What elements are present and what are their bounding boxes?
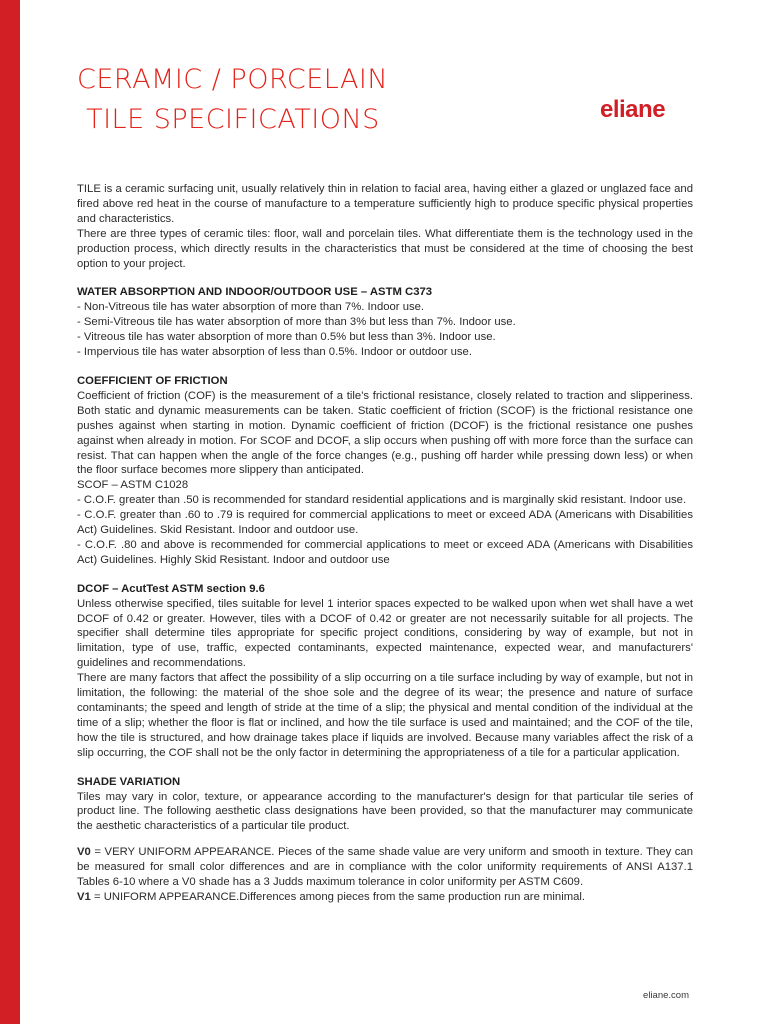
cof-item-3: - C.O.F. .80 and above is recommended for commercial applications to meet or exceed ADA (Americans with Disabilities Act) Guidelines. Highly Skid Resistant. Indoor and outdoor use [77,538,693,566]
v0-label: V0 [77,846,91,859]
cof-item-1: - C.O.F. greater than .50 is recommended for standard residential applications and is marginally skid resistant. Indoor use. [77,494,687,507]
document-body [77,182,693,905]
footer-url: eliane.com [643,990,689,1001]
shade-paragraph: Tiles may vary in color, texture, or appearance according to the manufacturer's design for that particular tile series of product line. The following aesthetic class designations have been provided, so that the manufacturer may communicate the aesthetic characteristics of a particular tile product. [77,790,693,833]
water-item-2: - Semi-Vitreous tile has water absorption of more than 3% but less than 7%. Indoor use. [77,316,516,329]
dcof-paragraph-2: There are many factors that affect the possibility of a slip occurring on a tile surface including by way of example, but not in limitation, the following: the material of the shoe sole and the degree of its wear; the presence and nature of surface contaminants; the speed and length of stride at the time of a slip; the physical and mental condition of the individual at the time of a slip; whether the floor is flat or inclined, and how the tile surface is used and maintained; and the COF of the tile, how the tile is structured, and how drainage takes place if liquids are involved. Because many variables affect the risk of a slip occurring, the COF shall not be the only factor in determining the appropriateness of a tile for a particular application. [77,672,693,759]
cof-paragraph: Coefficient of friction (COF) is the measurement of a tile's frictional resistance, closely related to traction and slipperiness. Both static and dynamic measurements can be taken. Static coefficient of friction (SCOF) is the frictional resistance one pushes against when starting in motion. Dynamic coefficient of friction (DCOF) is the frictional resistance one pushes against when already in motion. For SCOF and DCOF, a slip occurs when pushing off with more force than the surface can resist. That can happen when the angle of the force changes (e.g., pushing off harder while pressing down less) or when the floor surface becomes more slippery than anticipated. [77,389,693,477]
title-line-2: TILE SPECIFICATIONS [77,104,380,135]
water-absorption-heading: WATER ABSORPTION AND INDOOR/OUTDOOR USE – ASTM C373 [77,286,433,299]
water-item-3: - Vitreous tile has water absorption of more than 0.5% but less than 3%. Indoor use. [77,331,496,344]
intro-paragraph-1: TILE is a ceramic surfacing unit, usually relatively thin in relation to facial area, having either a glazed or unglazed face and fired above red heat in the course of manufacture to a temperature sufficiently high to produce specific physical properties and characteristics. [77,183,693,225]
v0-text: = VERY UNIFORM APPEARANCE. Pieces of the same shade value are very uniform and smooth in texture. They can be measured for small color differences and are in compliance with the color uniformity requirements of ANSI A137.1 Tables 6-10 where a V0 shade has a 3 Judds maximum tolerance in color uniformity per ASTM C609. [77,846,693,889]
scof-label: SCOF – ASTM C1028 [77,479,189,492]
cof-item-2: - C.O.F. greater than .60 to .79 is required for commercial applications to meet or exceed ADA (Americans with Disabilities Act) Guidelines. Skid Resistant. Indoor and outdoor use. [77,509,693,537]
v1-text: = UNIFORM APPEARANCE.Differences among pieces from the same production run are minimal. [90,890,586,903]
title-line-1: CERAMIC / PORCELAIN [77,64,389,95]
shade-variation-heading: SHADE VARIATION [77,775,181,788]
water-item-1: - Non-Vitreous tile has water absorption of more than 7%. Indoor use. [77,301,425,314]
eliane-logo: eliane [600,96,666,123]
dcof-paragraph-1: Unless otherwise specified, tiles suitable for level 1 interior spaces expected to be walked upon when wet shall have a wet DCOF of 0.42 or greater. However, tiles with a DCOF of 0.42 or greater are not necessarily suitable for all projects. The specifier shall determine tiles appropriate for specific project conditions, considering by way of example, but not in limitation, type of use, traffic, expected contaminants, expected maintenance, expected wear, and manufacturers' guidelines and recommendations. [77,597,693,670]
dcof-heading: DCOF – AcutTest ASTM section 9.6 [77,582,265,595]
page-title [77,60,388,140]
intro-paragraph-2: There are three types of ceramic tiles: floor, wall and porcelain tiles. What differentiate them is the technology used in the production process, which directly results in the characteristics that must be considered at the time of choosing the best option to your project. [77,227,693,270]
red-side-bar [0,0,20,1024]
water-item-4: - Impervious tile has water absorption of less than 0.5%. Indoor or outdoor use. [77,346,472,359]
v1-label: V1 [77,890,91,903]
shade-v1 [77,890,693,905]
cof-heading: COEFFICIENT OF FRICTION [77,374,228,387]
shade-v0 [77,845,693,890]
